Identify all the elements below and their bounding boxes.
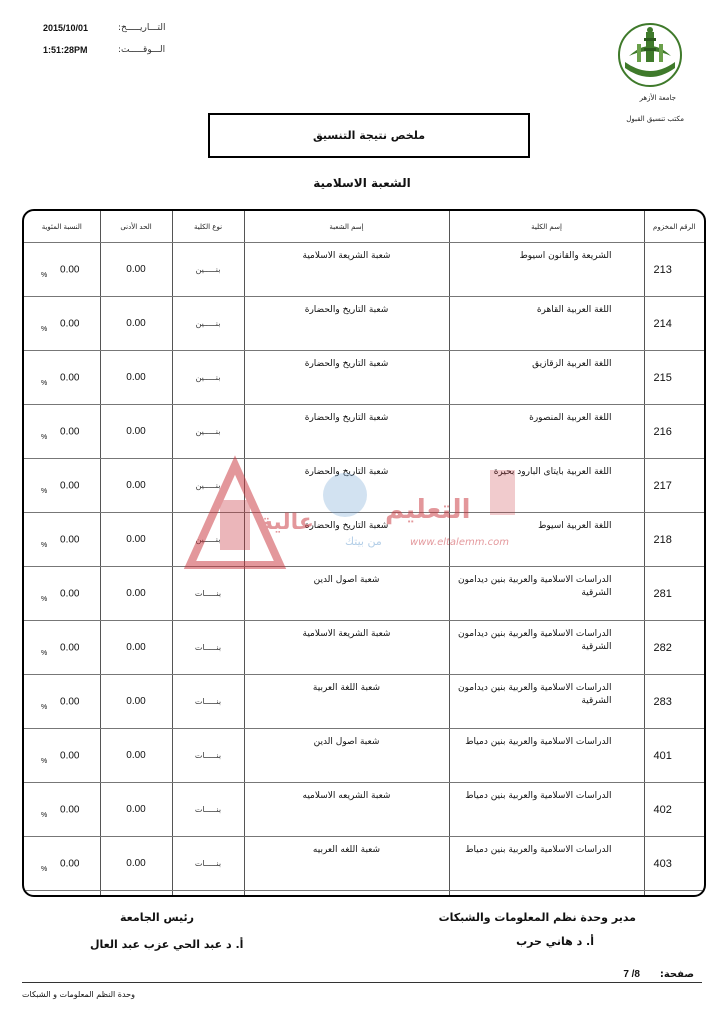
row-percent: 0.00 xyxy=(60,534,80,545)
col-header-code: الرقم المخزوم xyxy=(644,211,704,243)
signature-left-title: رئيس الجامعة xyxy=(120,911,194,924)
row-percent: 0.00 xyxy=(60,426,80,437)
row-percent-cell xyxy=(24,567,100,621)
row-type: بنـــــات xyxy=(172,567,244,621)
col-header-branch: إسم الشعبة xyxy=(244,211,449,243)
row-percent-cell xyxy=(24,459,100,513)
table-row xyxy=(24,837,704,891)
page-number: 7 /8 xyxy=(623,969,640,980)
row-type: بنـــــات xyxy=(172,837,244,891)
table-row xyxy=(24,405,704,459)
row-code: 282 xyxy=(644,621,704,675)
table-row xyxy=(24,783,704,837)
percent-sign: % xyxy=(41,703,48,711)
row-faculty: الدراسات الاسلامية والعربية بنين دمياط xyxy=(449,729,644,783)
col-header-type: نوع الكلية xyxy=(172,211,244,243)
table-row xyxy=(24,621,704,675)
row-branch: شعبة التاريخ والحضارة xyxy=(244,459,449,513)
row-code: 402 xyxy=(644,783,704,837)
row-code: 216 xyxy=(644,405,704,459)
percent-sign: % xyxy=(41,865,48,873)
row-faculty xyxy=(449,891,644,898)
percent-sign: % xyxy=(41,595,48,603)
row-branch xyxy=(244,891,449,898)
row-faculty: الدراسات الاسلامية والعربية بنين ديدامون الشرقية xyxy=(449,567,644,621)
row-faculty: اللغة العربية القاهرة xyxy=(449,297,644,351)
watermark-url: www.eltalemm.com xyxy=(410,537,510,548)
col-header-faculty: إسم الكلية xyxy=(449,211,644,243)
table-row xyxy=(24,513,704,567)
row-percent-cell xyxy=(24,729,100,783)
percent-sign: % xyxy=(41,487,48,495)
watermark-brand: التعليم xyxy=(385,495,471,525)
percent-sign: % xyxy=(41,811,48,819)
row-type xyxy=(172,891,244,898)
row-min: 0.00 xyxy=(100,783,172,837)
row-percent: 0.00 xyxy=(60,804,80,815)
table-body xyxy=(24,243,704,898)
row-branch: شعبة الشريعه الاسلاميه xyxy=(244,783,449,837)
row-code: 213 xyxy=(644,243,704,297)
row-type: بنـــــين xyxy=(172,243,244,297)
row-percent-cell xyxy=(24,783,100,837)
percent-sign: % xyxy=(41,433,48,441)
percent-sign: % xyxy=(41,541,48,549)
footer-text: وحدة النظم المعلومات و الشبكات xyxy=(22,990,135,999)
table-row xyxy=(24,729,704,783)
university-name: جامعة الأزهر xyxy=(639,94,676,102)
report-title: ملخص نتيجة التنسيق xyxy=(208,113,530,158)
row-type: بنـــــات xyxy=(172,783,244,837)
row-type: بنـــــين xyxy=(172,297,244,351)
percent-sign: % xyxy=(41,379,48,387)
percent-sign: % xyxy=(41,757,48,765)
signature-right-name: أ. د هاني حرب xyxy=(516,935,594,948)
row-type: بنـــــات xyxy=(172,729,244,783)
percent-sign: % xyxy=(41,325,48,333)
row-percent: 0.00 xyxy=(60,588,80,599)
row-faculty: اللغة العربية اسيوط xyxy=(449,513,644,567)
row-percent-cell xyxy=(24,891,100,898)
row-min: 0.00 xyxy=(100,513,172,567)
row-percent-cell xyxy=(24,243,100,297)
signature-left-name: أ. د عبد الحي عزب عبد العال xyxy=(90,938,244,951)
col-header-min: الحد الأدنى xyxy=(100,211,172,243)
row-percent-cell xyxy=(24,405,100,459)
table-row xyxy=(24,891,704,898)
table-row xyxy=(24,297,704,351)
row-percent: 0.00 xyxy=(60,858,80,869)
row-percent-cell xyxy=(24,513,100,567)
footer-divider xyxy=(22,982,702,983)
row-faculty: الشريعة والقانون اسيوط xyxy=(449,243,644,297)
row-percent-cell xyxy=(24,675,100,729)
row-code: 214 xyxy=(644,297,704,351)
row-branch: شعبة اصول الدين xyxy=(244,567,449,621)
row-percent: 0.00 xyxy=(60,480,80,491)
row-code: 283 xyxy=(644,675,704,729)
row-percent-cell xyxy=(24,351,100,405)
row-min: 0.00 xyxy=(100,837,172,891)
row-faculty: الدراسات الاسلامية والعربية بنين ديدامون الشرقية xyxy=(449,675,644,729)
table-row xyxy=(24,675,704,729)
row-min: 0.00 xyxy=(100,567,172,621)
row-faculty: اللغة العربية بايتاى البارود بحيرة xyxy=(449,459,644,513)
row-code: 403 xyxy=(644,837,704,891)
signature-right-title: مدير وحدة نظم المعلومات والشبكات xyxy=(438,911,636,924)
row-min: 0.00 xyxy=(100,459,172,513)
row-code: 215 xyxy=(644,351,704,405)
row-type: بنـــــين xyxy=(172,405,244,459)
row-branch: شعبة اصول الدين xyxy=(244,729,449,783)
row-code: 218 xyxy=(644,513,704,567)
row-min xyxy=(100,891,172,898)
row-min: 0.00 xyxy=(100,243,172,297)
time-value: 1:51:28PM xyxy=(43,45,88,55)
azhar-logo xyxy=(617,22,683,88)
row-code: 217 xyxy=(644,459,704,513)
row-code: 401 xyxy=(644,729,704,783)
watermark-tag: عالية xyxy=(260,510,314,535)
row-percent: 0.00 xyxy=(60,372,80,383)
table-row xyxy=(24,567,704,621)
table-row xyxy=(24,243,704,297)
row-branch: شعبة التاريخ والحضارة xyxy=(244,351,449,405)
row-min: 0.00 xyxy=(100,351,172,405)
row-type: بنـــــين xyxy=(172,513,244,567)
row-type: بنـــــات xyxy=(172,675,244,729)
results-table xyxy=(22,209,706,897)
row-type: بنـــــات xyxy=(172,621,244,675)
time-label: الـــوقـــــت: xyxy=(118,45,166,55)
row-percent: 0.00 xyxy=(60,318,80,329)
row-type: بنـــــين xyxy=(172,459,244,513)
percent-sign: % xyxy=(41,271,48,279)
row-type: بنـــــين xyxy=(172,351,244,405)
row-min: 0.00 xyxy=(100,729,172,783)
watermark-sub: من بيتك xyxy=(345,535,382,548)
row-percent: 0.00 xyxy=(60,696,80,707)
row-percent-cell xyxy=(24,297,100,351)
row-branch: شعبة اللغه العربيه xyxy=(244,837,449,891)
date-label: التـــاريـــــخ: xyxy=(118,23,166,33)
row-percent: 0.00 xyxy=(60,750,80,761)
row-code xyxy=(644,891,704,898)
row-faculty: اللغة العربية الزقازيق xyxy=(449,351,644,405)
row-min: 0.00 xyxy=(100,405,172,459)
row-min: 0.00 xyxy=(100,297,172,351)
row-percent: 0.00 xyxy=(60,642,80,653)
percent-sign: % xyxy=(41,649,48,657)
row-faculty: الدراسات الاسلامية والعربية بنين دمياط xyxy=(449,837,644,891)
table-row xyxy=(24,459,704,513)
office-name: مكتب تنسيق القبول xyxy=(626,115,684,123)
row-percent-cell xyxy=(24,621,100,675)
row-faculty: الدراسات الاسلامية والعربية بنين دمياط xyxy=(449,783,644,837)
azhar-seal-icon xyxy=(617,22,683,88)
row-percent: 0.00 xyxy=(60,264,80,275)
row-faculty: اللغة العربية المنصورة xyxy=(449,405,644,459)
row-branch: شعبة التاريخ والحضارة xyxy=(244,297,449,351)
row-min: 0.00 xyxy=(100,675,172,729)
row-min: 0.00 xyxy=(100,621,172,675)
col-header-percent: النسبة المئوية xyxy=(24,211,100,243)
row-branch: شعبة الشريعة الاسلامية xyxy=(244,621,449,675)
report-subtitle: الشعبة الاسلامية xyxy=(313,176,411,190)
row-faculty: الدراسات الاسلامية والعربية بنين ديدامون الشرقية xyxy=(449,621,644,675)
row-branch: شعبة اللغة العربية xyxy=(244,675,449,729)
row-branch: شعبة التاريخ والحضارة xyxy=(244,405,449,459)
page-label: صفحة: xyxy=(659,969,694,980)
row-percent-cell xyxy=(24,837,100,891)
table-header-row xyxy=(24,211,704,243)
date-value: 2015/10/01 xyxy=(43,23,89,33)
row-branch: شعبة الشريعة الاسلامية xyxy=(244,243,449,297)
table-row xyxy=(24,351,704,405)
row-branch: شعبة التاريخ والحضارة xyxy=(244,513,449,567)
row-code: 281 xyxy=(644,567,704,621)
